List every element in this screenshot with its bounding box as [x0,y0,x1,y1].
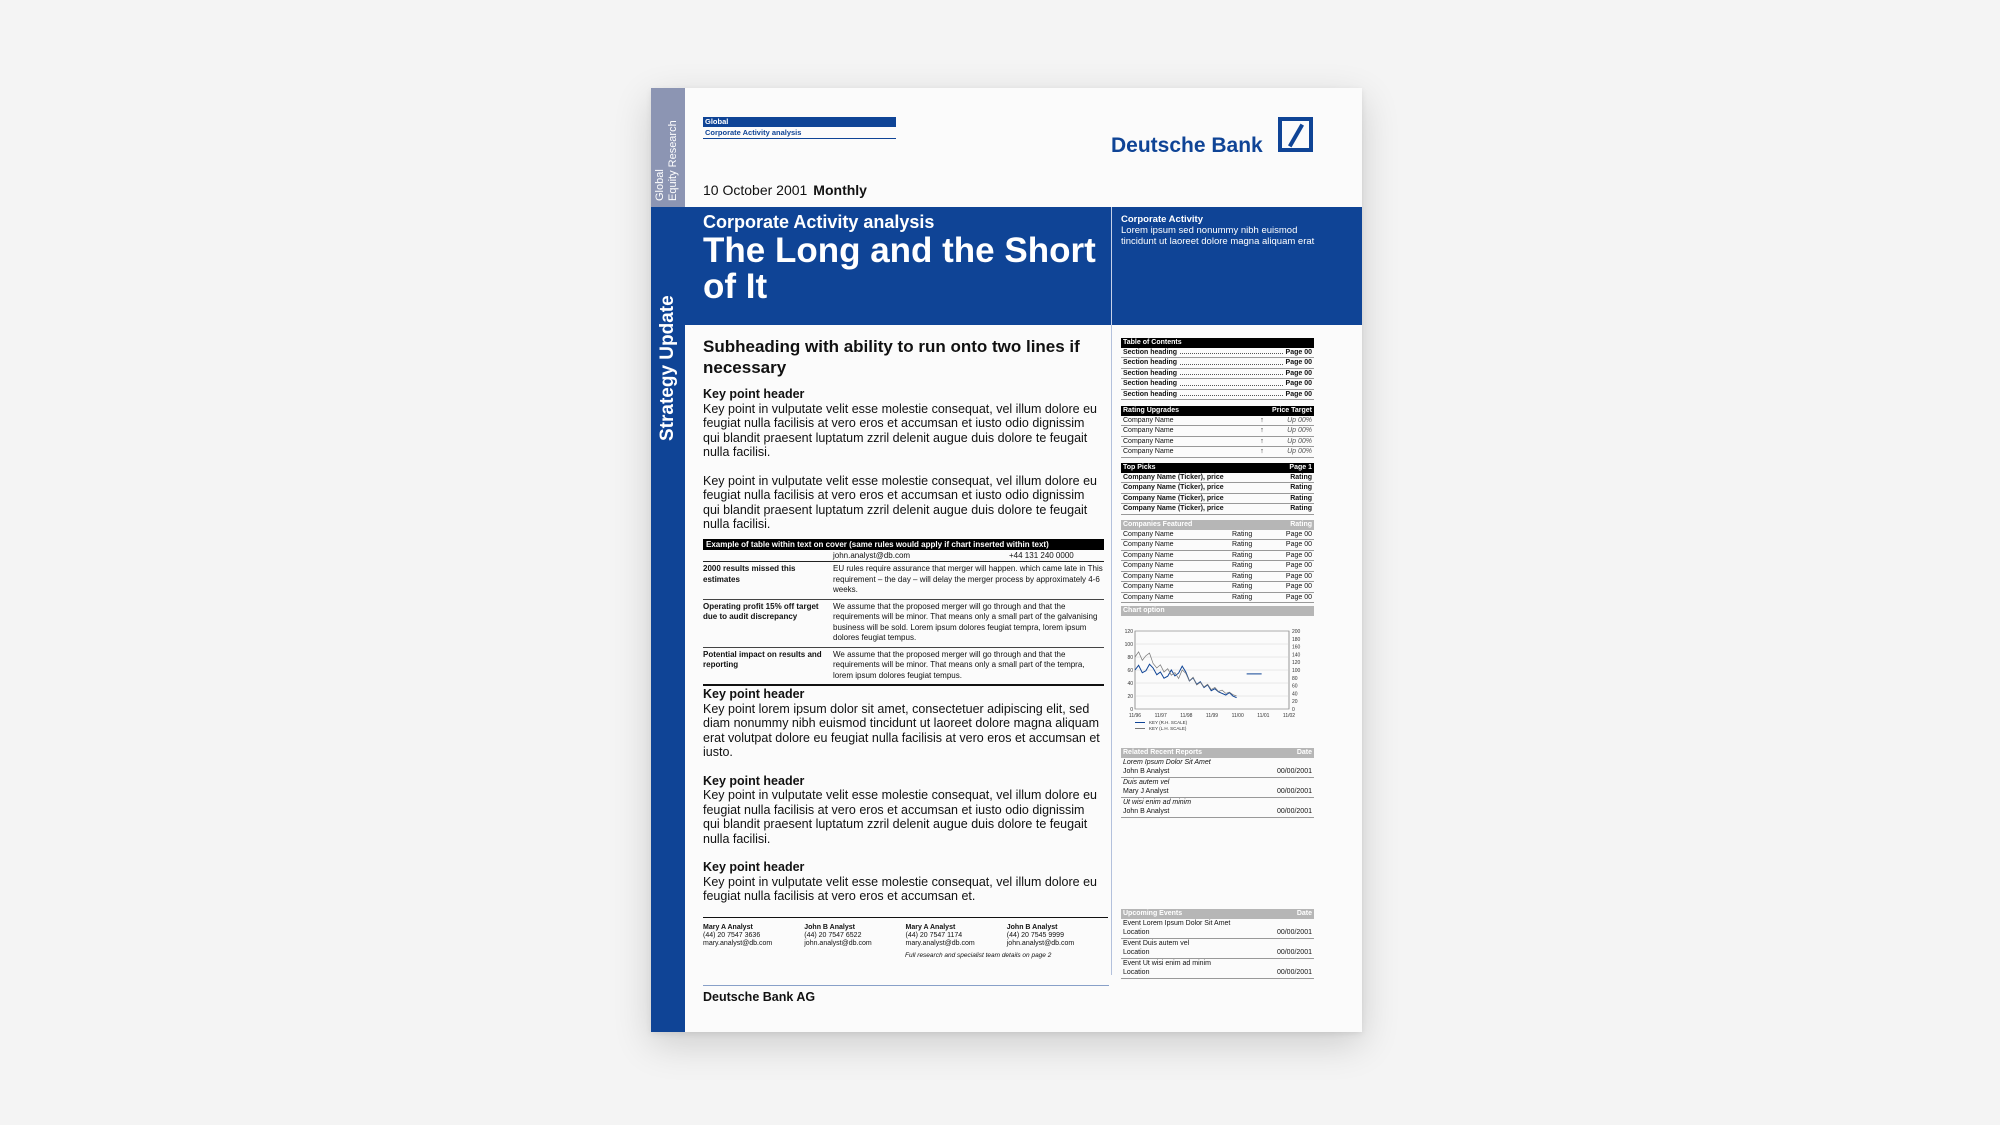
upgrade-row [1121,437,1314,448]
upgrade-row [1121,426,1314,437]
toc-item[interactable] [1121,369,1314,380]
key-point-header: Key point header [703,387,805,401]
table-row [703,562,1104,600]
page-ref: Page 00 [1285,530,1312,538]
right-tick-label: 20 [1292,699,1298,706]
sidebar-top-line2: Equity Research [667,120,679,201]
related-header [1121,748,1314,758]
table-row-text: We assume that the proposed merger will go through and that the requirements will be minor. That means only a small part of the tempra, lorem ipsum dolores feugiat tempus. [833,649,1085,680]
report-date: 00/00/2001 [1276,788,1312,795]
featured-row [1121,540,1314,551]
page-ref: Page 00 [1285,541,1312,548]
company-name: Company Name [1123,583,1174,590]
leader-dots [1180,379,1282,386]
company-name: Company Name [1123,593,1174,601]
related-panel [1121,748,1314,818]
up-arrow-icon: ↑ [1260,437,1264,445]
company-name: Company Name [1123,541,1174,548]
toc-panel [1121,338,1314,400]
price-target: Up 00% [1287,448,1312,455]
table-contact-row [703,550,1104,562]
report-row [1121,787,1314,798]
rating: Rating [1232,583,1253,590]
report-date [703,182,867,198]
key-point-text: Key point lorem ipsum dolor sit amet, consectetuer adipiscing elit, sed diam nonummy nibh euismod tincidunt ut laoreet dolore magna aliquam erat volutpat dolore eu feugiat nulla facilisis at vero eros et accumsan et iusto. [703,701,1100,759]
analyst-name: Mary A Analyst [905,924,956,931]
rating: Rating [1232,530,1253,538]
company-name: Company Name (Ticker), price [1123,494,1224,502]
company-name: Company Name (Ticker), price [1123,505,1224,512]
report-author: John B Analyst [1123,768,1170,775]
x-tick-label: 11/97 [1154,713,1167,719]
right-tick-label: 180 [1292,636,1301,643]
analyst-card [906,924,1007,948]
up-arrow-icon: ↑ [1260,416,1264,424]
report-title[interactable]: Ut wisi enim ad minim [1123,798,1192,806]
featured-header [1121,520,1314,530]
upgrade-row [1121,447,1314,458]
x-tick-label: 11/98 [1180,713,1193,719]
page-title: The Long and the Short of It [703,231,1096,306]
key-point-header: Key point header [703,773,805,788]
event-title[interactable]: Event Ut wisi enim ad minim [1123,959,1211,967]
chart-option-title: Chart option [1123,607,1165,614]
analyst-phone: (44) 20 7545 9999 [1006,932,1064,939]
rating: Rating [1232,551,1253,559]
analyst-card [804,924,905,948]
page-ref: Page 00 [1285,572,1312,580]
main-column [703,336,1103,534]
featured-title: Companies Featured [1123,521,1193,528]
top-picks-title-right: Page 1 [1289,464,1312,471]
featured-row [1121,551,1314,562]
analyst-email[interactable]: mary.analyst@db.com [905,940,975,947]
global-label: Global [703,117,896,127]
events-panel [1121,909,1314,979]
top-pick-row [1121,494,1314,505]
key-point-header: Key point header [703,860,805,874]
series-line [1135,664,1237,698]
analyst-email[interactable]: mary.analyst@db.com [703,940,773,947]
left-tick-label: 120 [1124,629,1133,635]
left-tick-label: 40 [1127,681,1133,687]
series-line [1135,652,1237,696]
event-row [1121,948,1314,959]
up-arrow-icon: ↑ [1260,448,1264,455]
company-name: Company Name [1123,437,1174,445]
up-arrow-icon: ↑ [1260,427,1264,434]
report-date: 00/00/2001 [1276,808,1312,815]
title-kicker: Corporate Activity analysis [703,212,935,232]
analyst-name: Mary A Analyst [703,924,753,931]
legend-label: KEY (L.H. SCALE) [1149,726,1187,731]
band-divider [1111,207,1112,325]
rating: Rating [1290,494,1312,502]
event-date: 00/00/2001 [1276,949,1312,956]
featured-row [1121,593,1314,604]
date-text: 10 October 2001 [703,182,808,198]
toc-title: Table of Contents [1123,339,1182,346]
toc-item[interactable] [1121,390,1314,401]
event-title[interactable]: Event Lorem Ipsum Dolor Sit Amet [1123,919,1231,927]
sidebar-top-panel [651,88,685,207]
right-tick-label: 200 [1292,629,1301,635]
toc-item[interactable] [1121,348,1314,359]
featured-title-mid: Rating [1290,521,1312,528]
right-tick-label: 120 [1292,660,1301,667]
sidebar-top-line1: Global [654,169,666,201]
price-target: Up 00% [1287,427,1312,434]
right-tick-label: 0 [1292,707,1295,713]
featured-panel [1121,520,1314,603]
key-point-header: Key point header [703,687,805,701]
right-tick-label: 60 [1292,683,1298,690]
top-picks-panel [1121,463,1314,515]
events-title-right: Date [1296,910,1312,917]
toc-item-label: Section heading [1123,369,1178,377]
left-tick-label: 80 [1127,655,1133,661]
key-point-text: Key point in vulputate velit esse molestie consequat, vel illum dolore eu feugiat nulla facilisis at vero eros et accumsan et iusto odio dignissim qui blandit praesent luptatum zzril delenit augue duis dolore te feugait nulla facilisi. [703,788,1097,846]
toc-item-page: Page 00 [1285,380,1312,387]
toc-item-label: Section heading [1123,390,1178,398]
rating: Rating [1232,593,1253,601]
event-row [1121,928,1314,939]
event-row [1121,968,1314,979]
report-title[interactable]: Lorem Ipsum Dolor Sit Amet [1123,758,1211,766]
toc-item-page: Page 00 [1285,359,1312,366]
featured-row [1121,572,1314,583]
leader-dots [1180,358,1282,365]
featured-row [1121,582,1314,593]
company-name: Company Name (Ticker), price [1123,484,1224,491]
footer-company: Deutsche Bank AG [703,990,816,1004]
right-tick-label: 100 [1292,668,1301,674]
page-ref: Page 00 [1285,593,1312,601]
left-tick-label: 0 [1130,707,1133,713]
leader-dots [1180,369,1282,376]
logo-slash [1288,124,1304,148]
featured-row [1121,530,1314,541]
line-chart [1121,625,1314,740]
rating: Rating [1232,541,1253,548]
subheading: Subheading with ability to run onto two lines if necessary [703,337,1080,377]
report-author: Mary J Analyst [1123,788,1169,795]
table-row-label: Potential impact on results and reporting [703,649,822,669]
upgrade-row [1121,416,1314,427]
report-title[interactable]: Duis autem vel [1123,778,1170,786]
related-title-right: Date [1296,749,1312,756]
line-chart-svg [1121,625,1314,740]
table-row-text: EU rules require assurance that merger will happen. which came late in This requirement – the day – will delay the merger process by approximately 4-6 weeks. [833,564,1103,594]
x-tick-label: 11/01 [1257,713,1270,719]
report-author: John B Analyst [1123,808,1170,815]
toc-item[interactable] [1121,358,1314,369]
key-point-text: Key point in vulputate velit esse molestie consequat, vel illum dolore eu feugiat nulla facilisis at vero eros et accumsan et iusto odio dignissim qui blandit praesent luptatum zzril delenit augue duis dolore te feugait nulla facilisi. [703,473,1097,531]
analyst-card [703,924,804,948]
report-cover [651,88,1362,1032]
toc-header [1121,338,1314,348]
brand-name: Deutsche Bank [1111,134,1263,157]
company-name: Company Name (Ticker), price [1123,473,1224,481]
sidebar-top-label [651,88,685,207]
related-title: Related Recent Reports [1123,749,1202,756]
report-row [1121,767,1314,778]
contact-email[interactable]: john.analyst@db.com [833,551,911,560]
event-title[interactable]: Event Duis autem vel [1123,939,1190,947]
company-name: Company Name [1123,562,1174,569]
table-header: Example of table within text on cover (same rules would apply if chart inserted within text) [703,539,1104,550]
rating: Rating [1232,572,1253,580]
page-ref: Page 00 [1285,562,1312,569]
upgrades-title: Rating Upgrades [1123,407,1180,414]
analyst-note: Full research and specialist team details on page 2 [905,952,1052,959]
analyst-name: John B Analyst [1006,924,1058,931]
frequency-text: Monthly [813,182,867,198]
global-sub-label: Corporate Activity analysis [703,128,896,139]
analyst-card [1007,924,1108,948]
deutsche-bank-logo-icon [1278,117,1313,152]
events-header [1121,909,1314,919]
analyst-phone: (44) 20 7547 3636 [703,932,761,939]
chart-option-header [1121,606,1314,616]
event-date: 00/00/2001 [1276,969,1312,976]
right-tick-label: 160 [1292,644,1301,651]
key-point-text: Key point in vulputate velit esse molestie consequat, vel illum dolore eu feugiat nulla facilisis at vero eros et accumsan et. [703,874,1097,903]
event-date: 00/00/2001 [1276,929,1312,936]
left-tick-label: 20 [1127,694,1133,700]
main-column-lower [703,687,1103,918]
events-title: Upcoming Events [1123,910,1183,917]
top-picks-header [1121,463,1314,473]
analyst-email[interactable]: john.analyst@db.com [804,940,872,947]
top-picks-title: Top Picks [1123,464,1156,471]
cover-table [703,539,1104,686]
rating: Rating [1290,473,1312,481]
chart-option-panel [1121,606,1314,616]
toc-item-label: Section heading [1123,359,1178,366]
left-tick-label: 100 [1124,642,1133,648]
upgrades-panel [1121,406,1314,458]
page-ref: Page 00 [1285,583,1312,590]
table-row-label: Operating profit 15% off target due to audit discrepancy [703,601,819,621]
table-row-label: 2000 results missed this estimates [703,564,796,584]
sidebar-main-label: Strategy Update [657,295,678,441]
right-tick-label: 40 [1292,691,1298,698]
side-body: Lorem ipsum sed nonummy nibh euismod tincidunt ut laoreet dolore magna aliquam erat [1121,225,1315,247]
analyst-phone: (44) 20 7547 6522 [804,932,862,939]
toc-item-label: Section heading [1123,380,1178,387]
analyst-name: John B Analyst [804,924,855,931]
company-name: Company Name [1123,551,1174,559]
page-ref: Page 00 [1285,551,1312,559]
price-target: Up 00% [1287,437,1312,445]
top-pick-row [1121,483,1314,494]
x-tick-label: 11/00 [1231,713,1244,719]
toc-item-page: Page 00 [1285,369,1312,377]
company-name: Company Name [1123,572,1174,580]
table-row [703,648,1104,687]
toc-item-page: Page 00 [1285,390,1312,398]
analyst-phone: (44) 20 7547 1174 [905,932,963,939]
right-tick-label: 80 [1292,675,1298,682]
analyst-email[interactable]: john.analyst@db.com [1006,940,1075,947]
left-tick-label: 60 [1127,668,1133,674]
contact-phone: +44 131 240 0000 [1009,551,1074,560]
side-head: Corporate Activity [1121,214,1203,225]
legend-label: KEY (R.H. SCALE) [1149,720,1188,725]
report-date: 00/00/2001 [1276,768,1312,775]
key-point-text: Key point in vulputate velit esse molestie consequat, vel illum dolore eu feugiat nulla facilisis at vero eros et accumsan et iusto odio dignissim qui blandit praesent luptatum zzril delenit augue duis dolore te feugait nulla facilisi. [703,401,1097,459]
event-location: Location [1123,949,1150,956]
rating: Rating [1290,505,1312,512]
upgrades-header [1121,406,1314,416]
toc-item-label: Section heading [1123,348,1178,356]
report-row [1121,807,1314,818]
leader-dots [1180,348,1282,355]
x-tick-label: 11/02 [1282,713,1296,719]
company-name: Company Name [1123,427,1174,434]
rating: Rating [1290,484,1312,491]
analyst-list [703,917,1108,948]
featured-row [1121,561,1314,572]
table-row-text: We assume that the proposed merger will go through and that the requirements will be minor. That means only a small part of the galvanising business will be sold. Lorem ipsum dolores feugiat tempra, lorem ipsum dolores feugiat tempus. [833,601,1098,642]
right-tick-label: 140 [1292,652,1301,659]
top-pick-row [1121,473,1314,484]
price-target: Up 00% [1287,416,1312,424]
top-pick-row [1121,504,1314,515]
company-name: Company Name [1123,530,1174,538]
company-name: Company Name [1123,416,1174,424]
leader-dots [1180,390,1282,397]
x-tick-label: 11/99 [1205,713,1219,719]
toc-item-page: Page 00 [1285,348,1312,356]
upgrades-title-right: Price Target [1272,407,1312,414]
event-location: Location [1123,969,1150,976]
sidebar-main-panel [651,207,685,1032]
footer-rule [703,985,1109,986]
rating: Rating [1232,562,1253,569]
x-tick-label: 11/96 [1128,713,1142,719]
column-divider [1111,325,1112,975]
toc-item[interactable] [1121,379,1314,390]
event-location: Location [1123,929,1150,936]
table-row [703,600,1104,648]
company-name: Company Name [1123,448,1174,455]
